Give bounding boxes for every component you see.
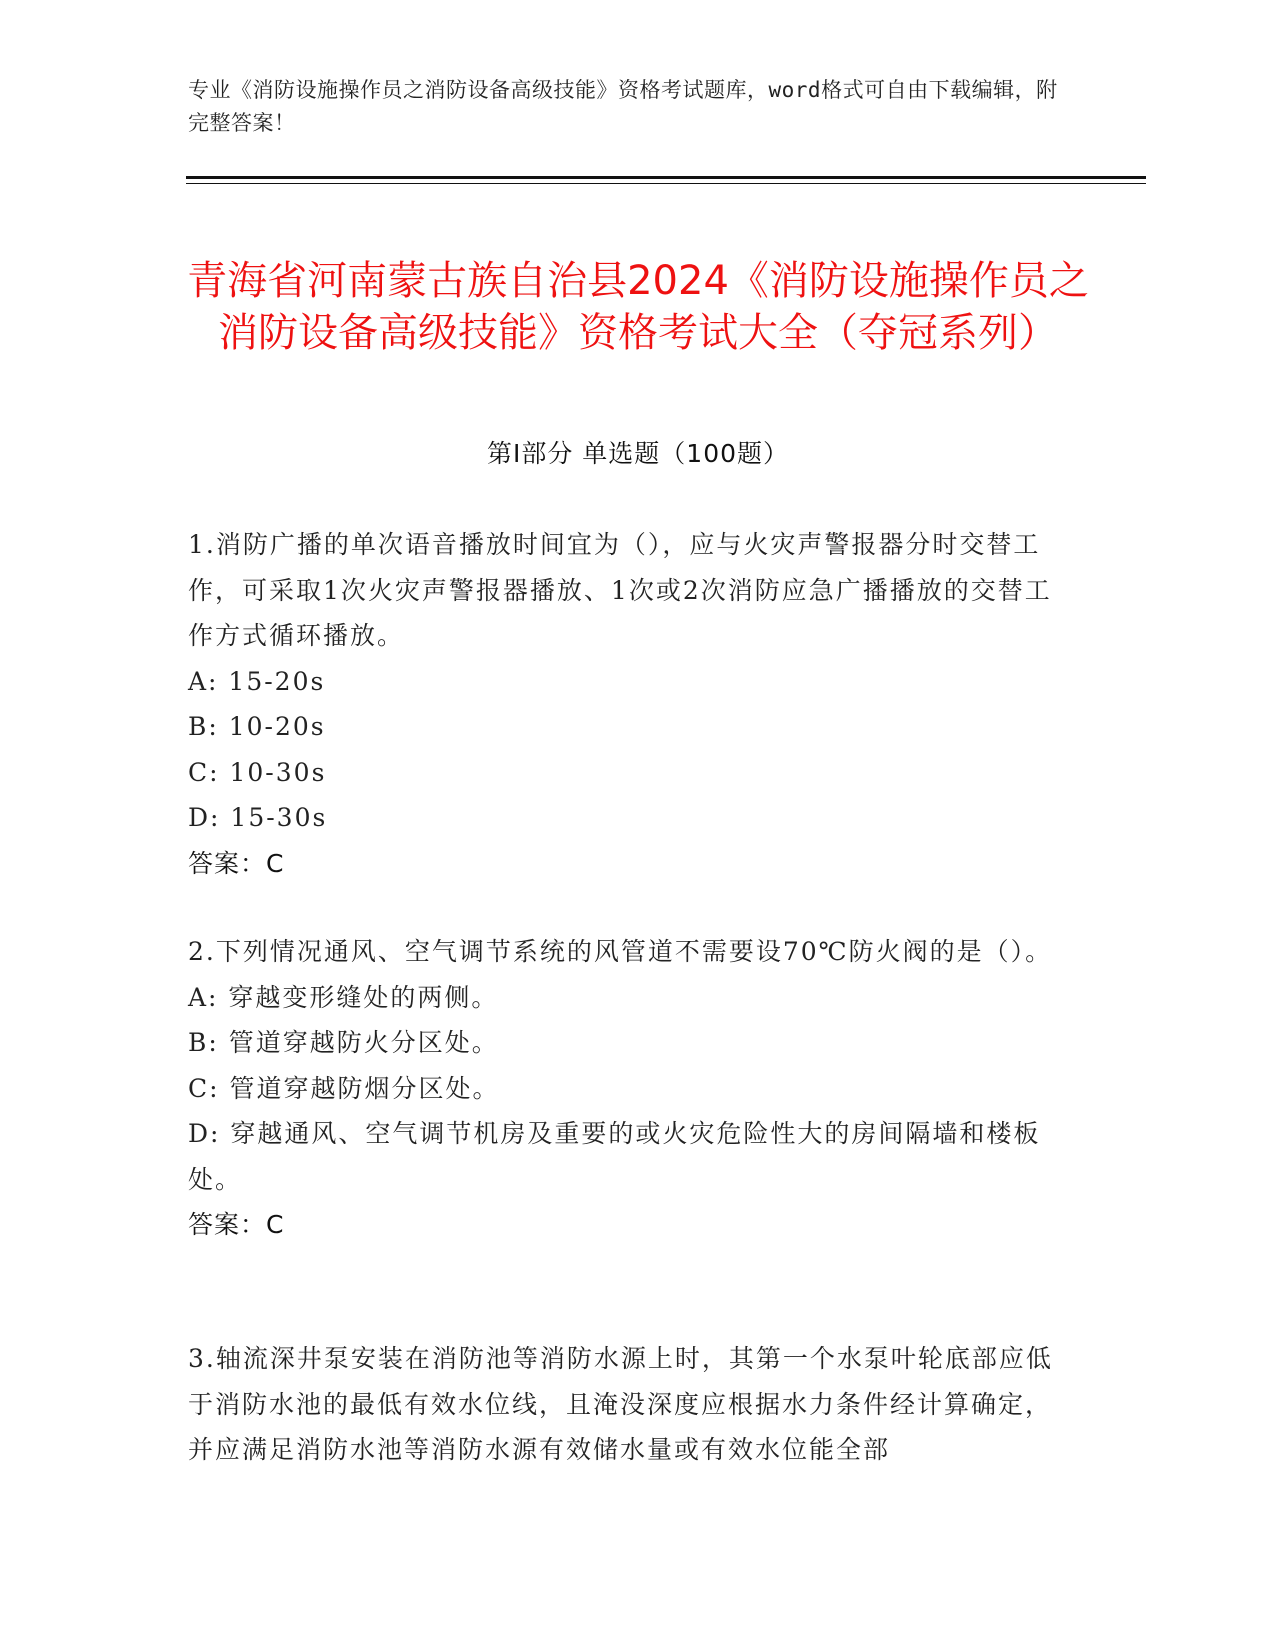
question-stem: 3.轴流深井泵安装在消防池等消防水源上时，其第一个水泵叶轮底部应低于消防水池的最低有效水位线，且淹没深度应根据水力条件经计算确定，并应满足消防水池等消防水源有效储水量或有效水位能全部 bbox=[188, 1344, 1053, 1464]
document-title: 青海省河南蒙古族自治县2024《消防设施操作员之消防设备高级技能》资格考试大全（夺冠系列） bbox=[187, 257, 1089, 356]
question-stem: 2.下列情况通风、空气调节系统的风管道不需要设70℃防火阀的是（）。 bbox=[188, 937, 1053, 966]
option-c: C: 10-30s bbox=[188, 757, 327, 787]
question-stem: 1.消防广播的单次语音播放时间宜为（），应与火灾声警报器分时交替工作，可采取1次火灾声警报器播放、1次或2次消防应急广播播放的交替工作方式循环播放。 bbox=[188, 530, 1052, 650]
option-a: A: 15-20s bbox=[188, 666, 326, 696]
answer: 答案：C bbox=[188, 1210, 285, 1239]
question-1 bbox=[188, 522, 1078, 886]
answer: 答案：C bbox=[188, 848, 285, 878]
option-b: B: 10-20s bbox=[188, 712, 326, 741]
option-b: B: 管道穿越防火分区处。 bbox=[188, 1028, 499, 1057]
section-title: 第Ⅰ部分 单选题（100题） bbox=[486, 439, 790, 468]
header-divider-thick bbox=[186, 176, 1146, 179]
option-d: D: 穿越通风、空气调节机房及重要的或火灾危险性大的房间隔墙和楼板处。 bbox=[188, 1119, 1041, 1194]
question-2 bbox=[188, 929, 1078, 1248]
question-3 bbox=[188, 1336, 1078, 1473]
option-a: A: 穿越变形缝处的两侧。 bbox=[188, 982, 499, 1012]
header-note: 专业《消防设施操作员之消防设备高级技能》资格考试题库，word格式可自由下载编辑，附完整答案！ bbox=[188, 78, 1058, 135]
option-c: C: 管道穿越防烟分区处。 bbox=[188, 1073, 500, 1103]
option-d: D: 15-30s bbox=[188, 803, 328, 832]
header-divider-thin bbox=[186, 183, 1146, 184]
